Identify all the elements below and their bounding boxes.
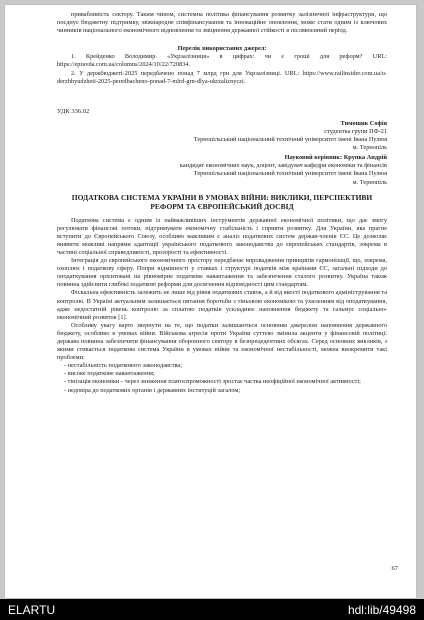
bullet-item: - недовіра до податкових органів і державних інституцій загалом;	[64, 386, 241, 394]
author-university: Тернопільський національний технічний університет імені Івана Пулюя	[193, 136, 387, 144]
supervisor-line	[57, 154, 387, 162]
body-paragraph: Інтеграція до європейського економічного простору передбачає впровадження принципів гармонізації, що, зокрема, охоплює і податкову сферу. Попри відмінності у ставках і структурі податків між країнами ЄС, загальні підходи до оподаткування орієнтовані на рівномірне податкове навантаження та забезпечення сталого розвитку. Україна також повинна здійснити глибокі податкові реформи для досягнення відповідності цим стандартам.	[57, 257, 387, 289]
bullet-item: - нестабільність податкового законодавства;	[64, 362, 182, 370]
reference-item: 2. У держбюджеті-2025 передбачено понад 7 млрд грн для Укрзалізниці. URL: https://www.railinsider.com.ua/u-derzhbyudzheti-2025-peredbacheno-ponad-7-mlrd-grn-dlya-ukrzaliznyczi.	[57, 69, 387, 85]
supervisor-position: кандидат економічних наук, доцент, завідувач кафедри економіки та фінансів	[179, 162, 387, 170]
reference-item: 1. Крейденко Володимир. «Укрзалізниця» в цифрах: чи є гроші для реформ? URL: https://epravda.com.ua/columns/2024/10/22/720834.	[57, 53, 387, 69]
handle-id: hdl:lib/49498	[347, 603, 416, 617]
author-name: Тимошик Софія	[340, 119, 387, 127]
body-paragraph: Податкова система є одним із найважливіших інструментів державної економічної політики, що дає змогу регулювати фінансові потоки, підтримувати економічну стабільність і сприяти розвитку. Для України, яка прагне вступити до Європейського Союзу, особливо важливим є аналіз податкових систем держав-членів ЄС. Це дозволяє виявити можливі напрями адаптації українського податкового законодавства до європейських стандартів, зокрема в частині соціальної справедливості, прозорості та ефективності.	[57, 216, 387, 256]
document-page	[5, 5, 416, 598]
author-group: студентка групи ПФ-21	[324, 127, 387, 135]
supervisor-name: Крупка Андрій	[343, 154, 387, 162]
article-title: ПОДАТКОВА СИСТЕМА УКРАЇНИ В УМОВАХ ВІЙНИ: ВИКЛИКИ, ПЕРСПЕКТИВИ РЕФОРМ ТА ЄВРОПЕЙСЬКИЙ ДОСВІД	[71, 192, 373, 211]
supervisor-label: Науковий керівник:	[284, 154, 343, 162]
page-content	[57, 11, 387, 395]
repository-name: ELARTU	[8, 603, 56, 617]
body-paragraph: Фіскальна ефективність залежить не лише від рівня податкових ставок, а й від якості податкового адміністрування та контролю. В Україні актуальним залишається питання боротьби з тіньовою економікою та ухиленням від оподаткування, адже недостатній рівень контролю за сплатою податків ускладнює наповнення бюджету та гальмує соціально-економічний розвиток [1].	[57, 289, 387, 321]
top-paragraph: привабливість сектору. Таким чином, системна політика фінансування розвитку залізничної інфраструктури, що поєднує бюджетну підтримку, міжнародне співфінансування та інноваційне оновлення, може стати одним із ключових чинників національного економічного відновлення та зміцнення державної стійкості в післявоєнний період.	[57, 11, 387, 35]
bullet-item: - тінізація економіки - через зниження платоспроможності зростає частка неофіційної економічної активності;	[64, 378, 361, 386]
body-paragraph: Особливу увагу варто звернути на те, що податки залишаються основним джерелом наповнення державного бюджету, особливо в умовах війни. Військова агресія проти України суттєво змінила акценти у фінансовій політиці: держава повинна забезпечити фінансування оборонного сектору в безпрецедентних обсягах. Серед основних викликів, з якими стикається податкова система України в умовах війни та економічної нестабільності, можна виокремити такі проблеми:	[57, 321, 387, 362]
supervisor-university: Тернопільський національний технічний університет імені Івана Пулюя	[193, 170, 387, 178]
bullet-item: - високе податкове навантаження;	[64, 370, 155, 378]
author-city: м. Тернопіль	[352, 144, 387, 152]
repository-footer	[0, 599, 424, 620]
supervisor-city: м. Тернопіль	[352, 178, 387, 186]
references-heading: Перелік використаних джерел:	[177, 45, 267, 53]
udk-code: УДК 336.02	[57, 107, 90, 115]
page-number: 67	[391, 565, 398, 572]
